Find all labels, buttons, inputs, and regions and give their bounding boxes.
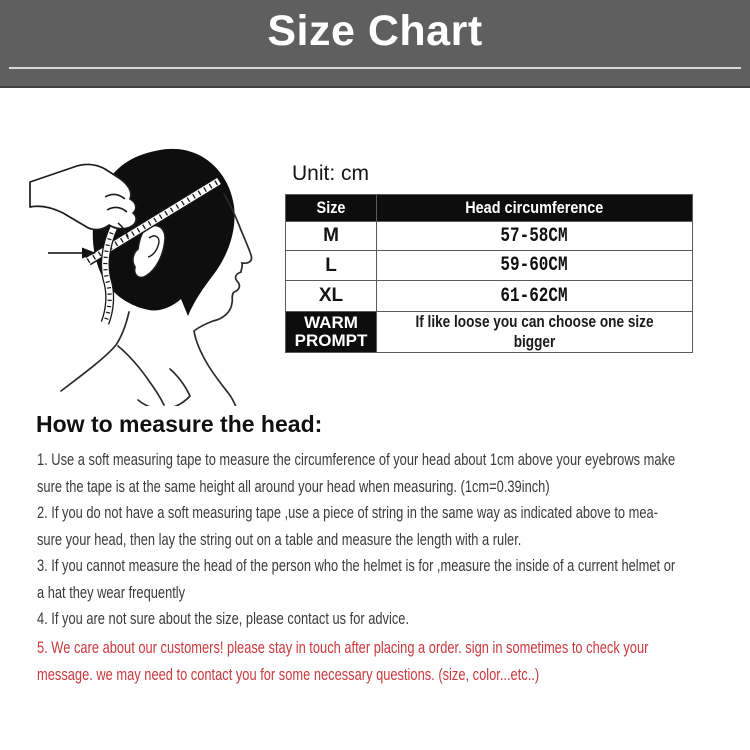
table-row — [286, 251, 693, 281]
instruction-text: 3. If you cannot measure the head of the person who the helmet is for ,measure the inside of a current helmet or — [37, 557, 676, 575]
instruction-text: 1. Use a soft measuring tape to measure the circumference of your head about 1cm above your eyebrows make — [37, 451, 676, 469]
header-divider — [9, 67, 741, 69]
size-chart-table — [285, 194, 693, 353]
instruction-item-1 — [37, 447, 675, 501]
howto-heading: How to measure the head: — [36, 411, 323, 437]
column-header-size: Size — [286, 195, 377, 222]
warm-prompt-text-cell: If like loose you can choose one size bigger — [377, 312, 693, 353]
circumference-cell: 61-62CM — [377, 281, 693, 312]
instruction-text: 5. We care about our customers! please stay in touch after placing a order. sign in sometimes to check your — [37, 639, 649, 657]
table-note-row — [286, 312, 693, 353]
head-measuring-tape-illustration — [28, 124, 290, 406]
shoulder-line — [138, 369, 190, 406]
instruction-text: message. we may need to contact you for some necessary questions. (size, color...etc..) — [37, 666, 540, 684]
table-header-row — [286, 195, 693, 222]
collar-line — [118, 346, 164, 405]
instruction-item-4 — [37, 606, 409, 633]
page-title: Size Chart — [267, 7, 483, 55]
instruction-item-3 — [37, 553, 675, 607]
circumference-cell: 57-58CM — [377, 222, 693, 251]
neck-back-line — [61, 312, 129, 391]
instruction-text: 4. If you are not sure about the size, please contact us for advice. — [37, 610, 410, 628]
instruction-text: 2. If you do not have a soft measuring tape ,use a piece of string in the same way as indicated above to mea- — [37, 504, 658, 522]
instruction-text: sure your head, then lay the string out on a table and measure the length with a ruler. — [37, 531, 522, 549]
circumference-cell: 59-60CM — [377, 251, 693, 281]
column-header-circumference: Head circumference — [377, 195, 693, 222]
instruction-text: sure the tape is at the same height all around your head when measuring. (1cm=0.39inch) — [37, 478, 550, 496]
table-row — [286, 281, 693, 312]
unit-label: Unit: cm — [292, 162, 370, 185]
warm-prompt-label: WARM PROMPT — [286, 312, 377, 353]
instruction-text: a hat they wear frequently — [37, 584, 186, 602]
size-cell: M — [286, 222, 377, 251]
size-cell: L — [286, 251, 377, 281]
table-row — [286, 222, 693, 251]
size-cell: XL — [286, 281, 377, 312]
instruction-item-2 — [37, 500, 658, 554]
header-banner — [0, 0, 750, 88]
instruction-item-5-red-note — [37, 635, 648, 689]
